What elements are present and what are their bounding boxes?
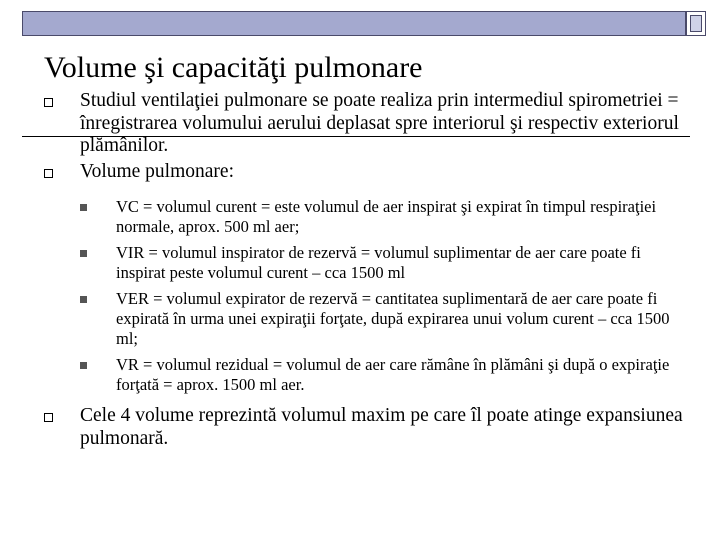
filled-square-bullet-icon xyxy=(80,296,87,303)
bullet-item xyxy=(44,161,694,184)
header-square-decoration xyxy=(686,11,706,36)
bullet-text: Studiul ventilaţiei pulmonare se poate realiza prin intermediul spirometriei = înregistrarea volumului aerului deplasat spre interiorul şi respectiv exteriorul plămânilor. xyxy=(80,90,679,156)
sub-bullet-text: VR = volumul rezidual = volumul de aer care rămâne în plămâni şi după o expiraţie forţată = aprox. 1500 ml aer. xyxy=(116,355,670,394)
sub-bullet-item xyxy=(80,243,694,283)
sub-bullet-text: VER = volumul expirator de rezervă = cantitatea suplimentară de aer care poate fi expirată în urma unei expiraţii forţate, după expirarea unui volum curent – cca 1500 ml; xyxy=(116,289,670,348)
bullet-text: Volume pulmonare: xyxy=(80,160,234,182)
bullet-item xyxy=(44,90,694,158)
slide-title: Volume şi capacităţi pulmonare xyxy=(44,51,423,84)
hollow-square-bullet-icon xyxy=(44,98,53,107)
bullet-text: Cele 4 volume reprezintă volumul maxim pe care îl poate atinge expansiunea pulmonară. xyxy=(80,405,683,449)
hollow-square-bullet-icon xyxy=(44,413,53,422)
sub-bullet-list xyxy=(80,197,694,395)
sub-bullet-text: VIR = volumul inspirator de rezervă = volumul suplimentar de aer care poate fi inspirat peste volumul curent – cca 1500 ml xyxy=(116,243,641,282)
bullet-item xyxy=(44,405,694,450)
filled-square-bullet-icon xyxy=(80,362,87,369)
filled-square-bullet-icon xyxy=(80,250,87,257)
sub-bullet-item xyxy=(80,355,694,395)
hollow-square-bullet-icon xyxy=(44,169,53,178)
sub-bullet-text: VC = volumul curent = este volumul de aer inspirat şi expirat în timpul respiraţiei normale, aprox. 500 ml aer; xyxy=(116,197,657,236)
sub-bullet-item xyxy=(80,289,694,349)
header-bar xyxy=(22,11,686,36)
slide-content xyxy=(44,90,694,450)
filled-square-bullet-icon xyxy=(80,204,87,211)
sub-bullet-item xyxy=(80,197,694,237)
